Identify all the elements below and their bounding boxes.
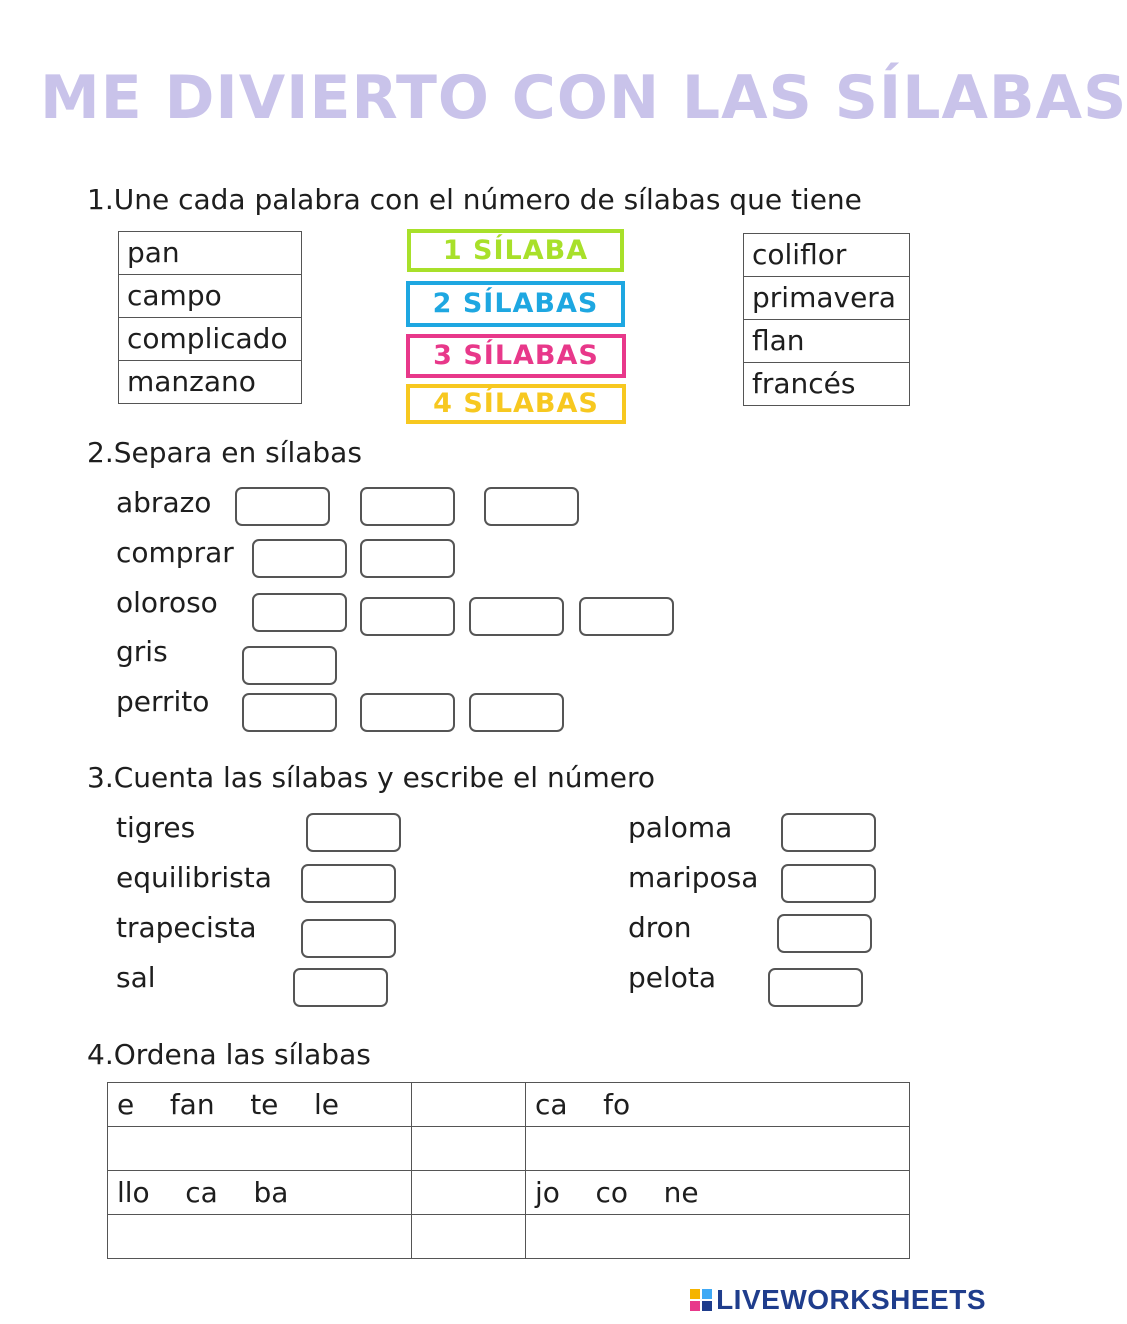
logo-square [702, 1301, 712, 1311]
word-label: dron [628, 911, 692, 944]
word-cell[interactable]: coliflor [744, 234, 910, 277]
word-cell[interactable]: primavera [744, 277, 910, 320]
count-input[interactable] [306, 813, 401, 852]
word-label: tigres [116, 811, 196, 844]
tag-3-silabas[interactable]: 3 SÍLABAS [406, 334, 626, 378]
tag-1-silaba[interactable]: 1 SÍLABA [407, 229, 624, 272]
word-label: mariposa [628, 861, 759, 894]
word-cell[interactable]: pan [119, 232, 302, 275]
syllable-input[interactable] [360, 539, 455, 578]
syllable-input[interactable] [252, 593, 347, 632]
logo-text: LIVEWORKSHEETS [716, 1284, 986, 1315]
syllable-input[interactable] [360, 597, 455, 636]
syllable-input[interactable] [360, 693, 455, 732]
syllable-input[interactable] [469, 693, 564, 732]
question-2-heading: 2.Separa en sílabas [87, 436, 362, 469]
word-cell[interactable]: manzano [119, 361, 302, 404]
word-label: equilibrista [116, 861, 272, 894]
count-input[interactable] [768, 968, 863, 1007]
word-cell[interactable]: campo [119, 275, 302, 318]
logo-square [690, 1301, 700, 1311]
syllable-input[interactable] [484, 487, 579, 526]
count-input[interactable] [301, 864, 396, 903]
answer-cell[interactable] [108, 1127, 412, 1171]
count-input[interactable] [777, 914, 872, 953]
count-input[interactable] [781, 813, 876, 852]
syllable-cell: llo ca ba [108, 1171, 412, 1215]
liveworksheets-logo [690, 1282, 986, 1318]
syllable-cell: jo co ne [526, 1171, 910, 1215]
word-cell[interactable]: francés [744, 363, 910, 406]
syllable-cell: e fan te le [108, 1083, 412, 1127]
count-input[interactable] [781, 864, 876, 903]
syllable-input[interactable] [242, 693, 337, 732]
syllable-input[interactable] [360, 487, 455, 526]
answer-cell[interactable] [412, 1171, 526, 1215]
syllable-input[interactable] [579, 597, 674, 636]
word-cell[interactable]: flan [744, 320, 910, 363]
word-label: paloma [628, 811, 733, 844]
syllable-cell: ca fo [526, 1083, 910, 1127]
question-3-heading: 3.Cuenta las sílabas y escribe el número [87, 761, 655, 794]
count-input[interactable] [301, 919, 396, 958]
answer-cell[interactable] [412, 1083, 526, 1127]
page-title: ME DIVIERTO CON LAS SÍLABAS [40, 63, 1127, 133]
syllable-input[interactable] [469, 597, 564, 636]
word-label: comprar [116, 536, 234, 569]
count-input[interactable] [293, 968, 388, 1007]
syllable-input[interactable] [252, 539, 347, 578]
word-label: sal [116, 961, 156, 994]
answer-cell[interactable] [412, 1127, 526, 1171]
answer-cell[interactable] [412, 1215, 526, 1259]
syllable-input[interactable] [242, 646, 337, 685]
syllable-input[interactable] [235, 487, 330, 526]
order-syllables-table [107, 1082, 910, 1259]
word-label: pelota [628, 961, 717, 994]
question-4-heading: 4.Ordena las sílabas [87, 1038, 371, 1071]
answer-cell[interactable] [108, 1215, 412, 1259]
answer-cell[interactable] [526, 1127, 910, 1171]
logo-square [702, 1289, 712, 1299]
answer-cell[interactable] [526, 1215, 910, 1259]
left-word-table [118, 231, 302, 404]
tag-4-silabas[interactable]: 4 SÍLABAS [406, 384, 626, 424]
word-label: oloroso [116, 586, 218, 619]
question-1-heading: 1.Une cada palabra con el número de sílabas que tiene [87, 183, 862, 216]
word-label: perrito [116, 685, 210, 718]
tag-2-silabas[interactable]: 2 SÍLABAS [406, 281, 625, 327]
word-cell[interactable]: complicado [119, 318, 302, 361]
logo-square [690, 1289, 700, 1299]
word-label: trapecista [116, 911, 257, 944]
word-label: gris [116, 635, 168, 668]
logo-mark-icon [690, 1289, 712, 1311]
word-label: abrazo [116, 486, 212, 519]
right-word-table [743, 233, 910, 406]
